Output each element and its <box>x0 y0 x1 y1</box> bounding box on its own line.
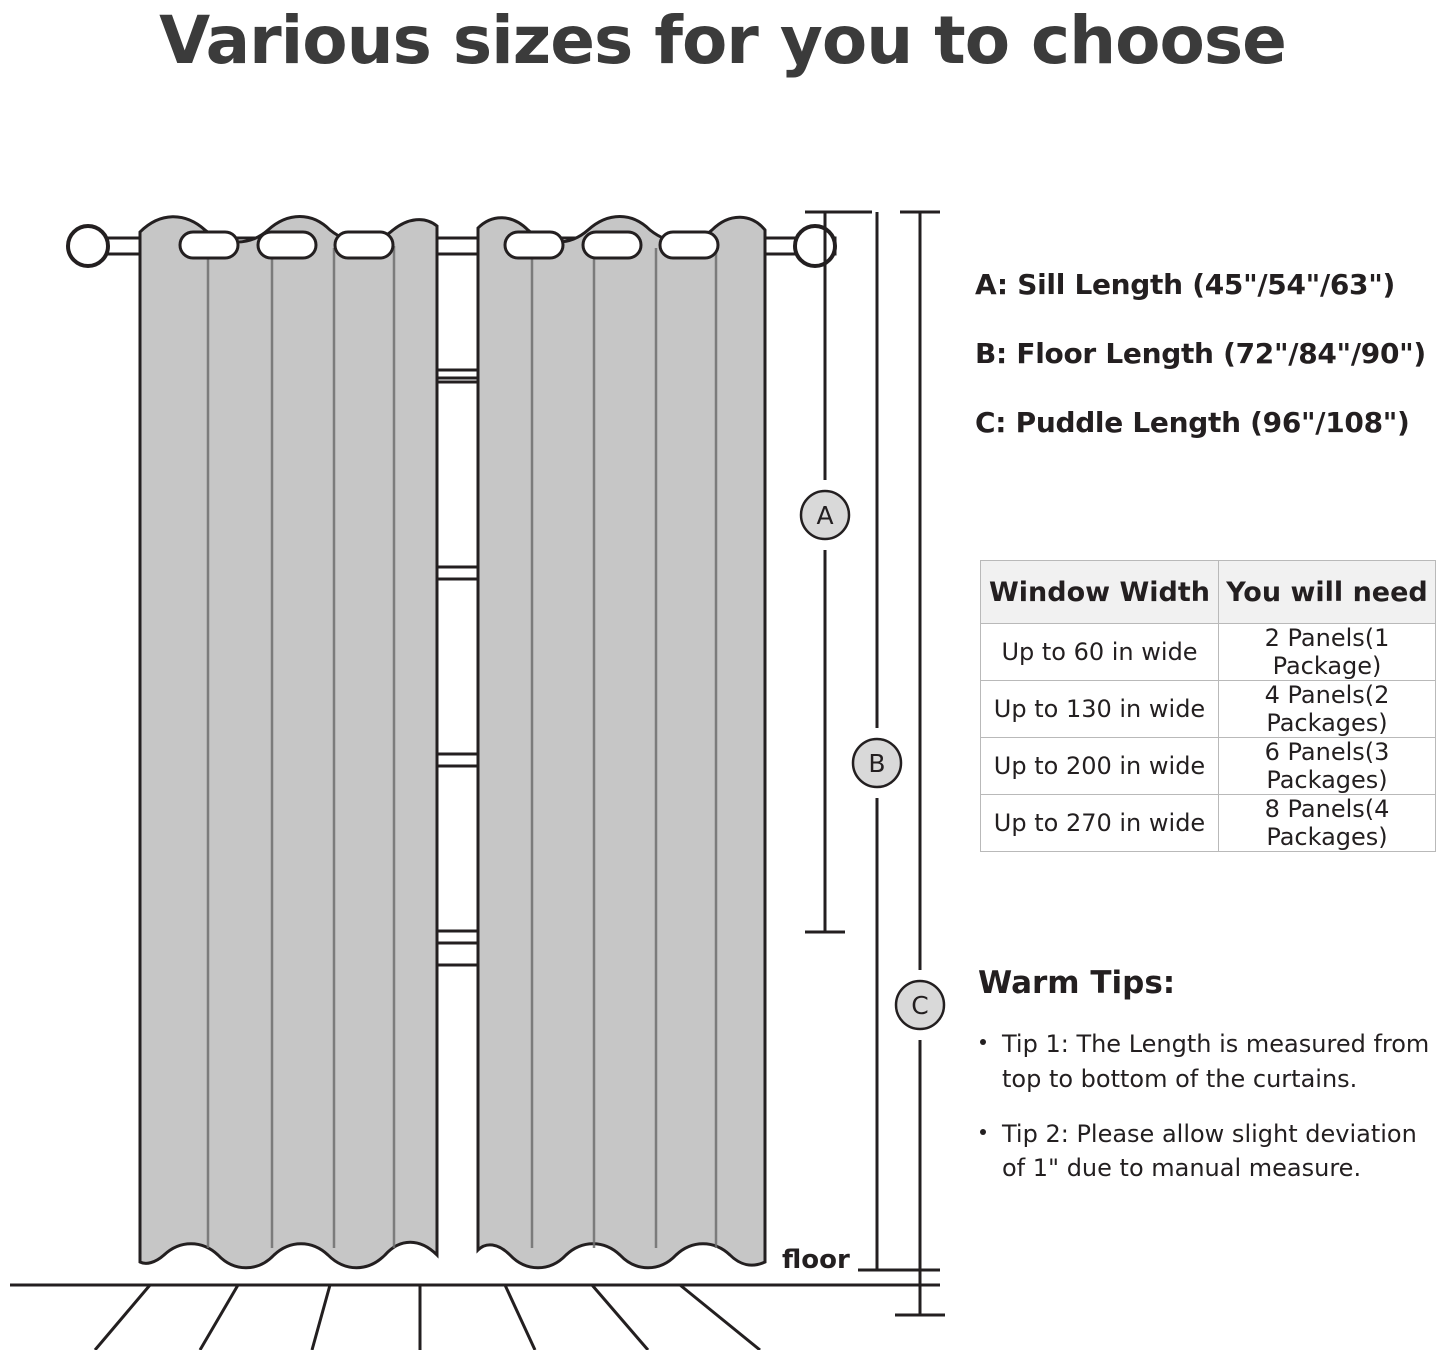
curtain-diagram-illustration <box>0 150 960 1350</box>
curtain-panel-left <box>140 217 437 1268</box>
floor-label: floor <box>782 1245 850 1275</box>
table-cell-panels: 6 Panels(3 Packages) <box>1219 738 1436 795</box>
table-header-row <box>981 561 1436 624</box>
table-cell-width: Up to 270 in wide <box>981 795 1219 852</box>
legend-item-sill: A: Sill Length (45"/54"/63") <box>975 268 1396 301</box>
marker-b <box>853 739 901 787</box>
table-cell-width: Up to 200 in wide <box>981 738 1219 795</box>
table-row <box>981 624 1436 681</box>
measure-line-a <box>805 212 872 932</box>
table-cell-width: Up to 130 in wide <box>981 681 1219 738</box>
table-row <box>981 738 1436 795</box>
grommet-row-left <box>180 232 393 258</box>
legend-item-puddle: C: Puddle Length (96"/108") <box>975 406 1410 439</box>
table-header-window-width: Window Width <box>981 561 1219 624</box>
curtain-panel-right <box>478 217 765 1268</box>
table-row <box>981 681 1436 738</box>
svg-text:C: C <box>911 991 929 1020</box>
warm-tip-item <box>978 1027 1443 1097</box>
window-width-table <box>980 560 1436 852</box>
warm-tips-heading: Warm Tips: <box>978 965 1176 1001</box>
page-title: Various sizes for you to choose <box>159 2 1286 79</box>
marker-a <box>801 491 849 539</box>
svg-text:B: B <box>868 749 886 778</box>
warm-tips-section <box>978 965 1443 1206</box>
marker-c <box>896 981 944 1029</box>
length-legend <box>975 268 1435 475</box>
table-cell-width: Up to 60 in wide <box>981 624 1219 681</box>
warm-tip-text: Tip 1: The Length is measured from top to bottom of the curtains. <box>1002 1030 1430 1093</box>
bullet-icon <box>980 1129 986 1135</box>
bullet-icon <box>980 1039 986 1045</box>
legend-item-floor: B: Floor Length (72"/84"/90") <box>975 337 1426 370</box>
table-cell-panels: 8 Panels(4 Packages) <box>1219 795 1436 852</box>
table-cell-panels: 4 Panels(2 Packages) <box>1219 681 1436 738</box>
grommet-row-right <box>505 232 718 258</box>
table-row <box>981 795 1436 852</box>
measure-line-c <box>895 212 945 1315</box>
warm-tip-item <box>978 1117 1443 1187</box>
table-cell-panels: 2 Panels(1 Package) <box>1219 624 1436 681</box>
table-header-you-will-need: You will need <box>1219 561 1436 624</box>
warm-tip-text: Tip 2: Please allow slight deviation of 1" due to manual measure. <box>1002 1119 1417 1183</box>
floor-lines <box>10 1285 940 1350</box>
svg-text:A: A <box>816 501 834 530</box>
